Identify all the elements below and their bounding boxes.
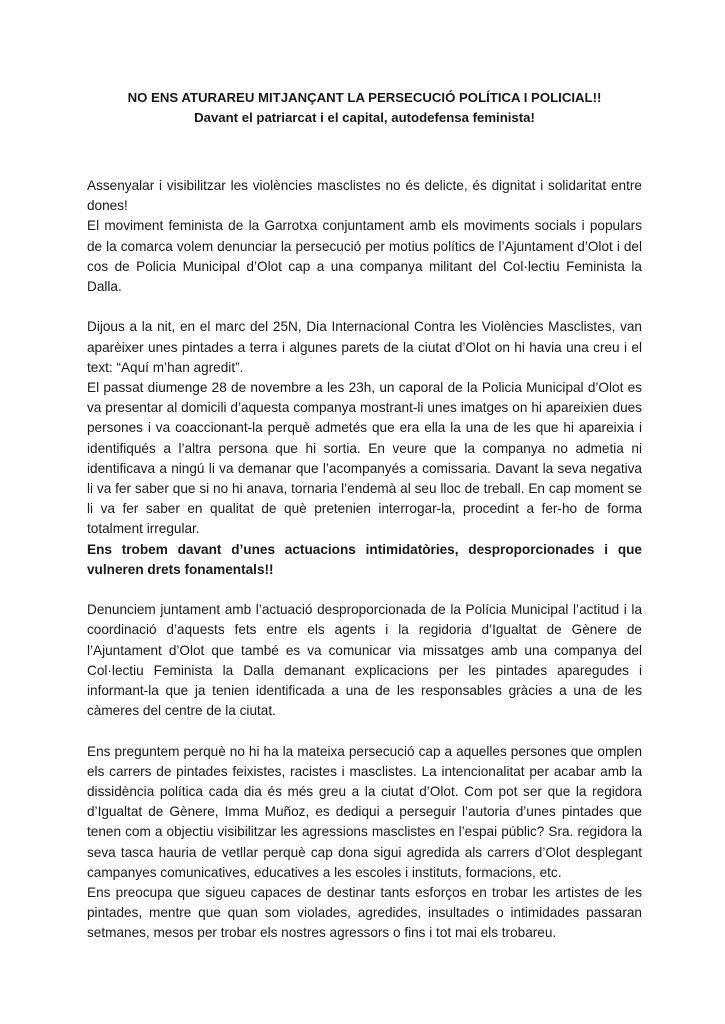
- document-body: [87, 176, 642, 944]
- paragraph-questions: Ens preguntem perquè no hi ha la mateixa persecució cap a aquelles persones que omplen els carrers de pintades feixistes, racistes i masclistes. La intencionalitat per acabar amb la dissidència política cada dia és més greu a la ciutat d’Olot. Com pot ser que la regidora d’Igualtat de Gènere, Imma Muñoz, es dediqui a perseguir l’autoria d’unes pintades que tenen com a objectiu visibilitzar les agressions masclistes en l’espai públic? Sra. regidora la seva tasca hauria de vetllar perquè cap dona sigui agredida als carrers d’Olot desplegant campanyes comunicatives, educatives a les escoles i instituts, formacions, etc.: [87, 743, 642, 880]
- paragraph-denounce: El moviment feminista de la Garrotxa conjuntament amb els moviments socials i populars de la comarca volem denunciar la persecució per motius polítics de l’Ajuntament d’Olot i del cos de Policia Municipal d’Olot cap a una companya militant del Col·lectiu Feminista la Dalla.: [87, 218, 642, 295]
- paragraph-facts: Dijous a la nit, en el marc del 25N, Dia Internacional Contra les Violències Masclistes, van aparèixer unes pintades a terra i algunes parets de la ciutat d’Olot on hi havia una creu i el text: “Aquí m’han agredit”.: [87, 319, 642, 375]
- paragraph-incident: El passat diumenge 28 de novembre a les 23h, un caporal de la Policia Municipal d’Olot es va presentar al domicili d’aquesta companya mostrant-li unes imatges on hi apareixien dues persones i va coaccionant-la perquè admetés que era ella la una de les que hi apareixia i identifiqués a l’altra persona que hi sortia. En veure que la companya no admetia ni identificava a ningú li va demanar que l’acompanyés a comissaria. Davant la seva negativa li va fer saber que si no hi anava, tornaria l’endemà al seu lloc de treball. En cap moment se li va fer saber en qualitat de què pretenien interrogar-la, procedint a fer-ho de forma totalment irregular.: [87, 380, 642, 537]
- document-page: [87, 88, 642, 944]
- paragraph-intro: Assenyalar i visibilitzar les violències masclistes no és delicte, és dignitat i solidaritat entre dones!: [87, 178, 642, 214]
- document-title: NO ENS ATURAREU MITJANÇANT LA PERSECUCIÓ POLÍTICA I POLICIAL!!: [127, 90, 602, 105]
- paragraph-gap: [87, 297, 642, 317]
- document-subtitle: Davant el patriarcat i el capital, autodefensa feminista!: [194, 110, 535, 125]
- paragraph-concern: Ens preocupa que sigueu capaces de destinar tants esforços en trobar les artistes de les pintades, mentre que quan som violades, agredides, insultades o intimidades passaran setmanes, mesos per trobar els nostres agressors o fins i tot mai els trobareu.: [87, 885, 642, 941]
- paragraph-gap: [87, 580, 642, 600]
- paragraph-coordination: Denunciem juntament amb l’actuació desproporcionada de la Polícia Municipal l’actitud i la coordinació d’aquests fets entre els agents i la regidoria d’Igualtat de Gènere de l’Ajuntament d’Olot que també es va comunicar via missatges amb una companya del Col·lectiu Feminista la Dalla demanant explicacions per les pintades aparegudes i informant-la que ja tenien identificada a una de les responsables gràcies a una de les càmeres del centre de la ciutat.: [87, 602, 642, 719]
- paragraph-gap: [87, 721, 642, 741]
- paragraph-emphasis: Ens trobem davant d’unes actuacions intimidatòries, desproporcionades i que vulneren drets fonamentals!!: [87, 541, 642, 577]
